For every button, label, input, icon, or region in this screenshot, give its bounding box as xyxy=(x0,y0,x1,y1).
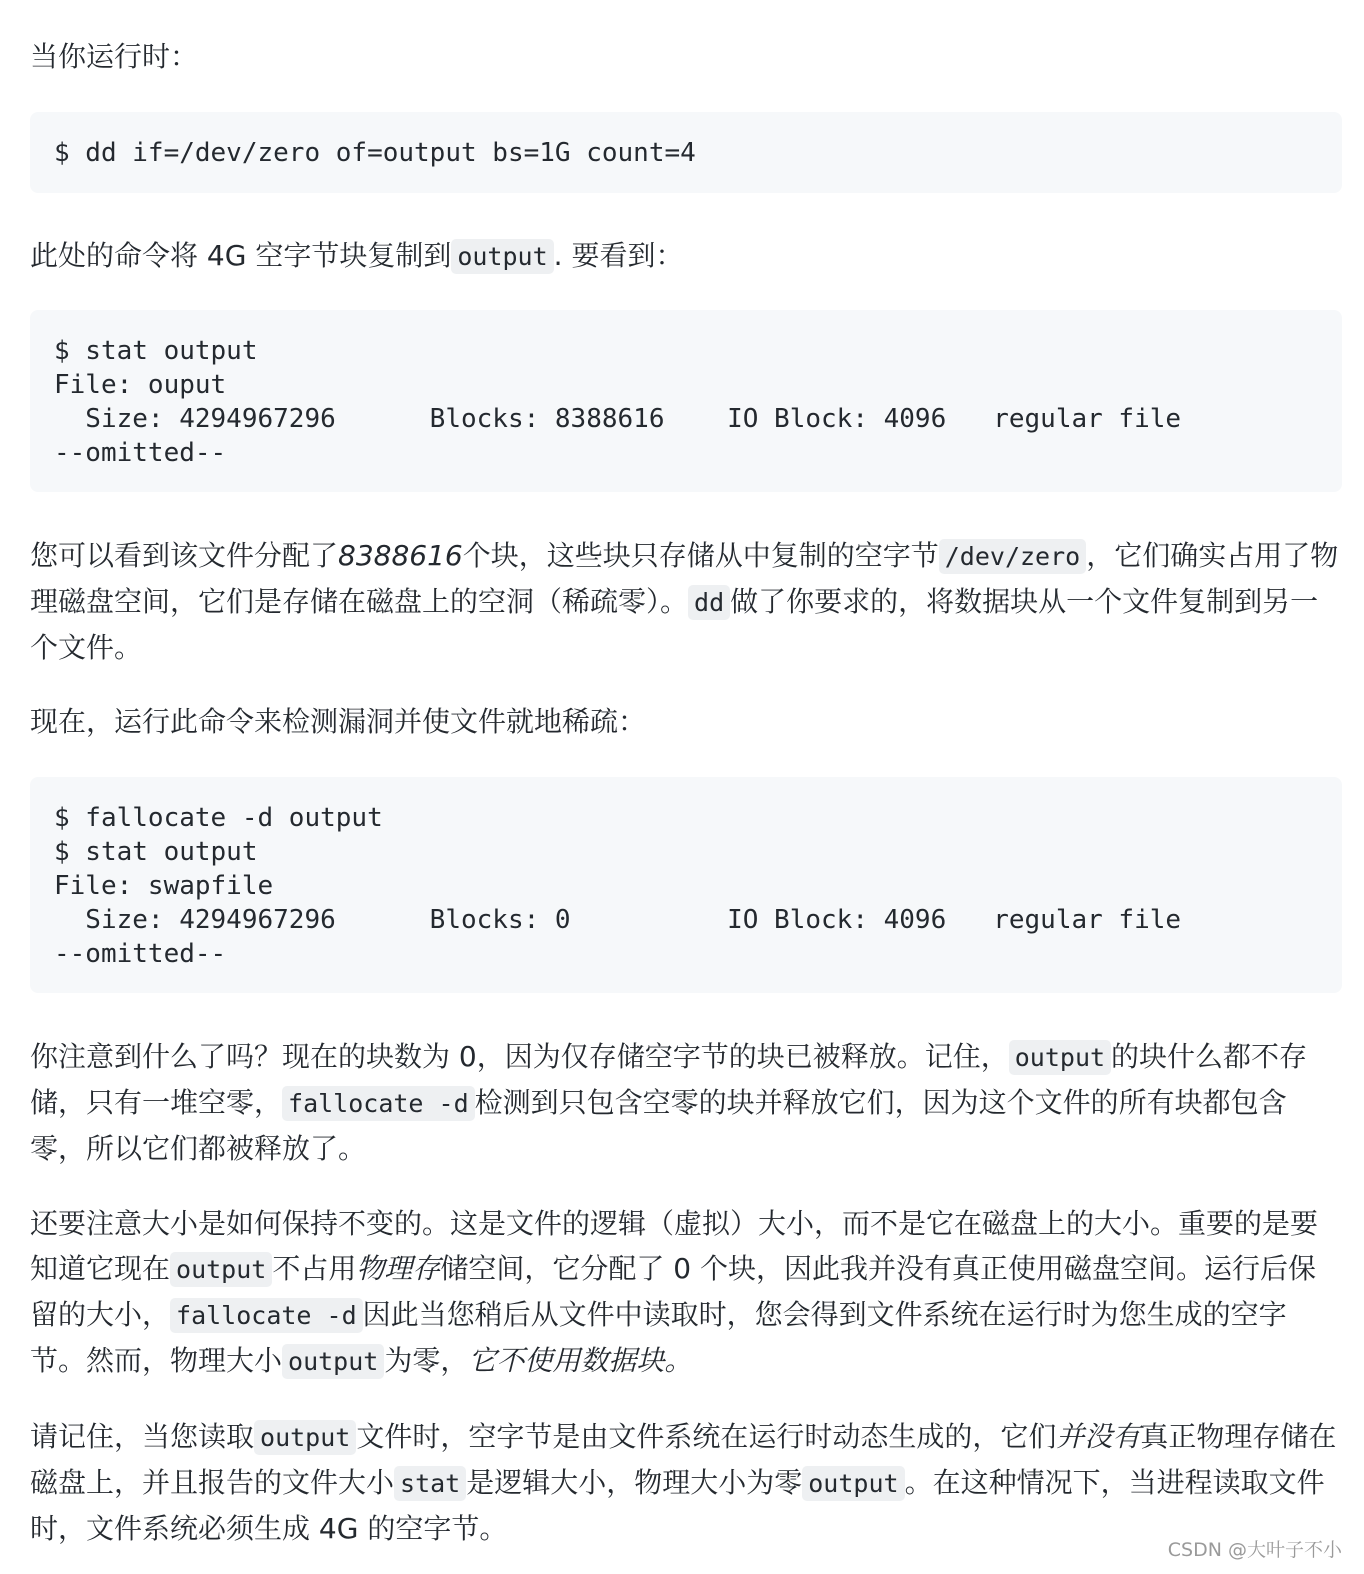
text: 还要注意大小是如何保持不变的。这是文件的逻辑（虚拟）大小，而不是它在磁盘上的大小。重要的是要知道它现在 xyxy=(30,1207,1319,1285)
text: 储空间，它分配了 0 个块，因此我并没有真正使用磁盘空间。运行后保留的大小， xyxy=(30,1252,1316,1331)
paragraph-size-note xyxy=(30,1201,1342,1384)
text: 检测到只包含空零的块并释放它们，因为这个文件的所有块都包含零，所以它们都被释放了。 xyxy=(30,1086,1287,1165)
paragraph-blocks-explanation xyxy=(30,533,1342,670)
inline-code-output: output xyxy=(254,1420,356,1455)
text: 您可以看到该文件分配了 xyxy=(30,539,339,572)
inline-code-output: output xyxy=(802,1466,904,1501)
code-block-fallocate: $ fallocate -d output $ stat output File: swapfile Size: 4294967296 Blocks: 0 IO Block: 4096 regular file --omitted-- xyxy=(30,777,1342,993)
text: 个块，这些块只存储从中复制的空字节 xyxy=(462,539,939,572)
inline-code-output: output xyxy=(1009,1040,1111,1075)
text: 为零， xyxy=(384,1344,469,1377)
inline-code-dd: dd xyxy=(688,585,730,620)
text: 文件时，空字节是由文件系统在运行时动态生成的，它们 xyxy=(356,1420,1057,1453)
text: 是逻辑大小，物理大小为零 xyxy=(466,1466,803,1499)
text: 。在这种情况下，当进程读取文件时，文件系统必须生成 4G 的空字节。 xyxy=(30,1466,1325,1545)
paragraph-intro: 当你运行时： xyxy=(30,40,199,73)
inline-code-output: output xyxy=(282,1344,384,1379)
emphasis-no-data-blocks: 它不使用数据块。 xyxy=(468,1344,693,1377)
text: 真正物理存储在磁盘上，并且报告的文件大小 xyxy=(30,1420,1337,1499)
inline-code-output: output xyxy=(451,239,553,274)
text: 你注意到什么了吗？现在的块数为 0，因为仅存储空字节的块已被释放。记住， xyxy=(30,1040,1009,1073)
inline-code-output: output xyxy=(170,1252,272,1287)
emphasis-block-count: 8388616 xyxy=(338,539,463,572)
paragraph-notice xyxy=(30,1034,1342,1171)
paragraph-fallocate-intro: 现在，运行此命令来检测漏洞并使文件就地稀疏： xyxy=(30,705,647,738)
inline-code-fallocate: fallocate -d xyxy=(170,1298,363,1333)
paragraph-dd-explanation xyxy=(30,233,1342,279)
watermark: CSDN @大叶子不小 xyxy=(1167,1539,1342,1561)
text: 此处的命令将 4G 空字节块复制到 xyxy=(30,239,452,272)
text: 做了你要求的，将数据块从一个文件复制到另一个文件。 xyxy=(30,585,1319,664)
text: 请记住，当您读取 xyxy=(30,1420,255,1453)
text: 不占用 xyxy=(272,1252,357,1285)
emphasis-not-really: 并没有 xyxy=(1056,1420,1141,1453)
inline-code-stat: stat xyxy=(394,1466,466,1501)
inline-code-dev-zero: /dev/zero xyxy=(939,539,1086,574)
code-block-stat: $ stat output File: ouput Size: 4294967296 Blocks: 8388616 IO Block: 4096 regular file --omitted-- xyxy=(30,310,1342,492)
code-block-dd: $ dd if=/dev/zero of=output bs=1G count=4 xyxy=(30,112,1342,193)
text: 的块什么都不存储，只有一堆空零， xyxy=(30,1040,1308,1119)
paragraph-remember xyxy=(30,1414,1342,1551)
emphasis-physical: 物理存 xyxy=(356,1252,441,1285)
inline-code-fallocate: fallocate -d xyxy=(282,1086,475,1121)
text: ，它们确实占用了物理磁盘空间，它们是存储在磁盘上的空洞（稀疏零）。 xyxy=(30,539,1339,618)
text: 因此当您稍后从文件中读取时，您会得到文件系统在运行时为您生成的空字节。然而，物理大小 xyxy=(30,1298,1287,1377)
text: . 要看到： xyxy=(553,239,684,272)
